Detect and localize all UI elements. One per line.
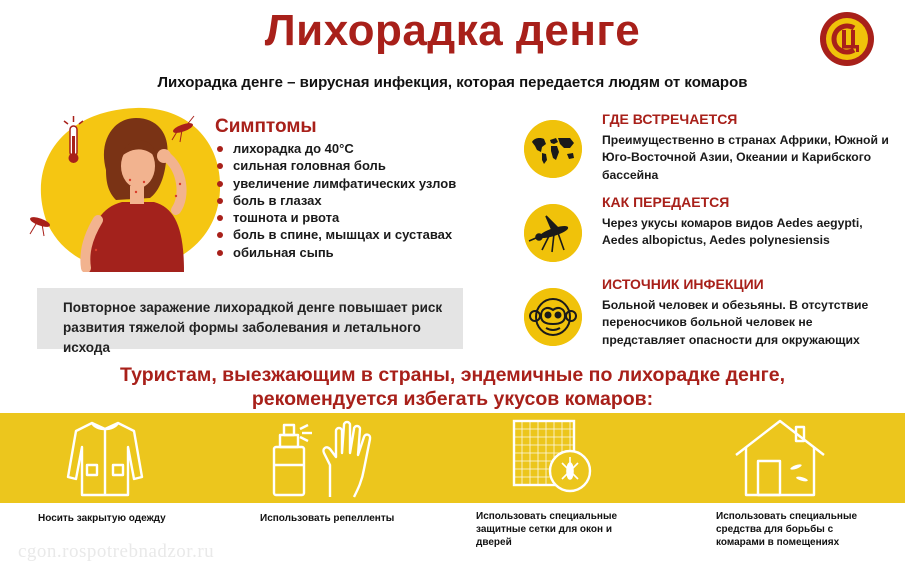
advice-line-1: Туристам, выезжающим в страны, эндемичные по лихорадке денге,	[120, 364, 785, 386]
mosquito-net-icon	[510, 417, 600, 499]
repellent-spray-icon	[268, 417, 378, 499]
jacket-icon	[60, 417, 150, 499]
monkey-icon	[524, 288, 582, 346]
prevention-label: Использовать специальные средства для борьбы с комарами в помещениях	[716, 511, 858, 548]
world-map-icon	[524, 120, 582, 178]
symptoms-list	[216, 140, 456, 261]
notice-text: Повторное заражение лихорадкой денге повышает риск развития тяжелой формы заболевания и летального исхода	[63, 300, 443, 355]
subtitle: Лихорадка денге – вирусная инфекция, которая передается людям от комаров	[157, 74, 748, 91]
mosquito-icon	[524, 204, 582, 262]
logo-icon	[818, 10, 876, 68]
reinfection-notice	[37, 288, 463, 355]
source-heading: ИСТОЧНИК ИНФЕКЦИИ	[602, 276, 764, 292]
watermark: cgon.rospotrebnadzor.ru	[18, 541, 215, 562]
prevention-label: Использовать специальные защитные сетки для окон и дверей	[476, 511, 618, 548]
house-icon	[730, 417, 830, 499]
transmission-text: Через укусы комаров видов Aedes aegypti, Aedes albopictus, Aedes polynesiensis	[602, 216, 863, 248]
where-text: Преимущественно в странах Африки, Южной и Юго-Восточной Азии, Океании и Карибского бассейна	[602, 133, 889, 182]
symptoms-heading: Симптомы	[215, 116, 317, 137]
advice-heading	[0, 363, 905, 411]
sick-woman-illustration	[26, 100, 222, 272]
list-item: боль в глазах	[216, 192, 456, 209]
list-item: боль в спине, мышцах и суставах	[216, 226, 456, 243]
page-title: Лихорадка денге	[264, 6, 641, 55]
where-heading: ГДЕ ВСТРЕЧАЕТСЯ	[602, 111, 738, 127]
transmission-heading: КАК ПЕРЕДАЕТСЯ	[602, 194, 730, 210]
list-item: обильная сыпь	[216, 244, 456, 261]
list-item: сильная головная боль	[216, 157, 456, 174]
list-item: увеличение лимфатических узлов	[216, 175, 456, 192]
advice-line-2: рекомендуется избегать укусов комаров:	[251, 388, 654, 410]
list-item: лихорадка до 40°C	[216, 140, 456, 157]
prevention-label: Использовать репелленты	[260, 513, 395, 524]
prevention-label: Носить закрытую одежду	[38, 513, 166, 524]
source-text: Больной человек и обезьяны. В отсутствие переносчиков больной человек не представляет опасности для окружающих	[602, 298, 869, 347]
list-item: тошнота и рвота	[216, 209, 456, 226]
